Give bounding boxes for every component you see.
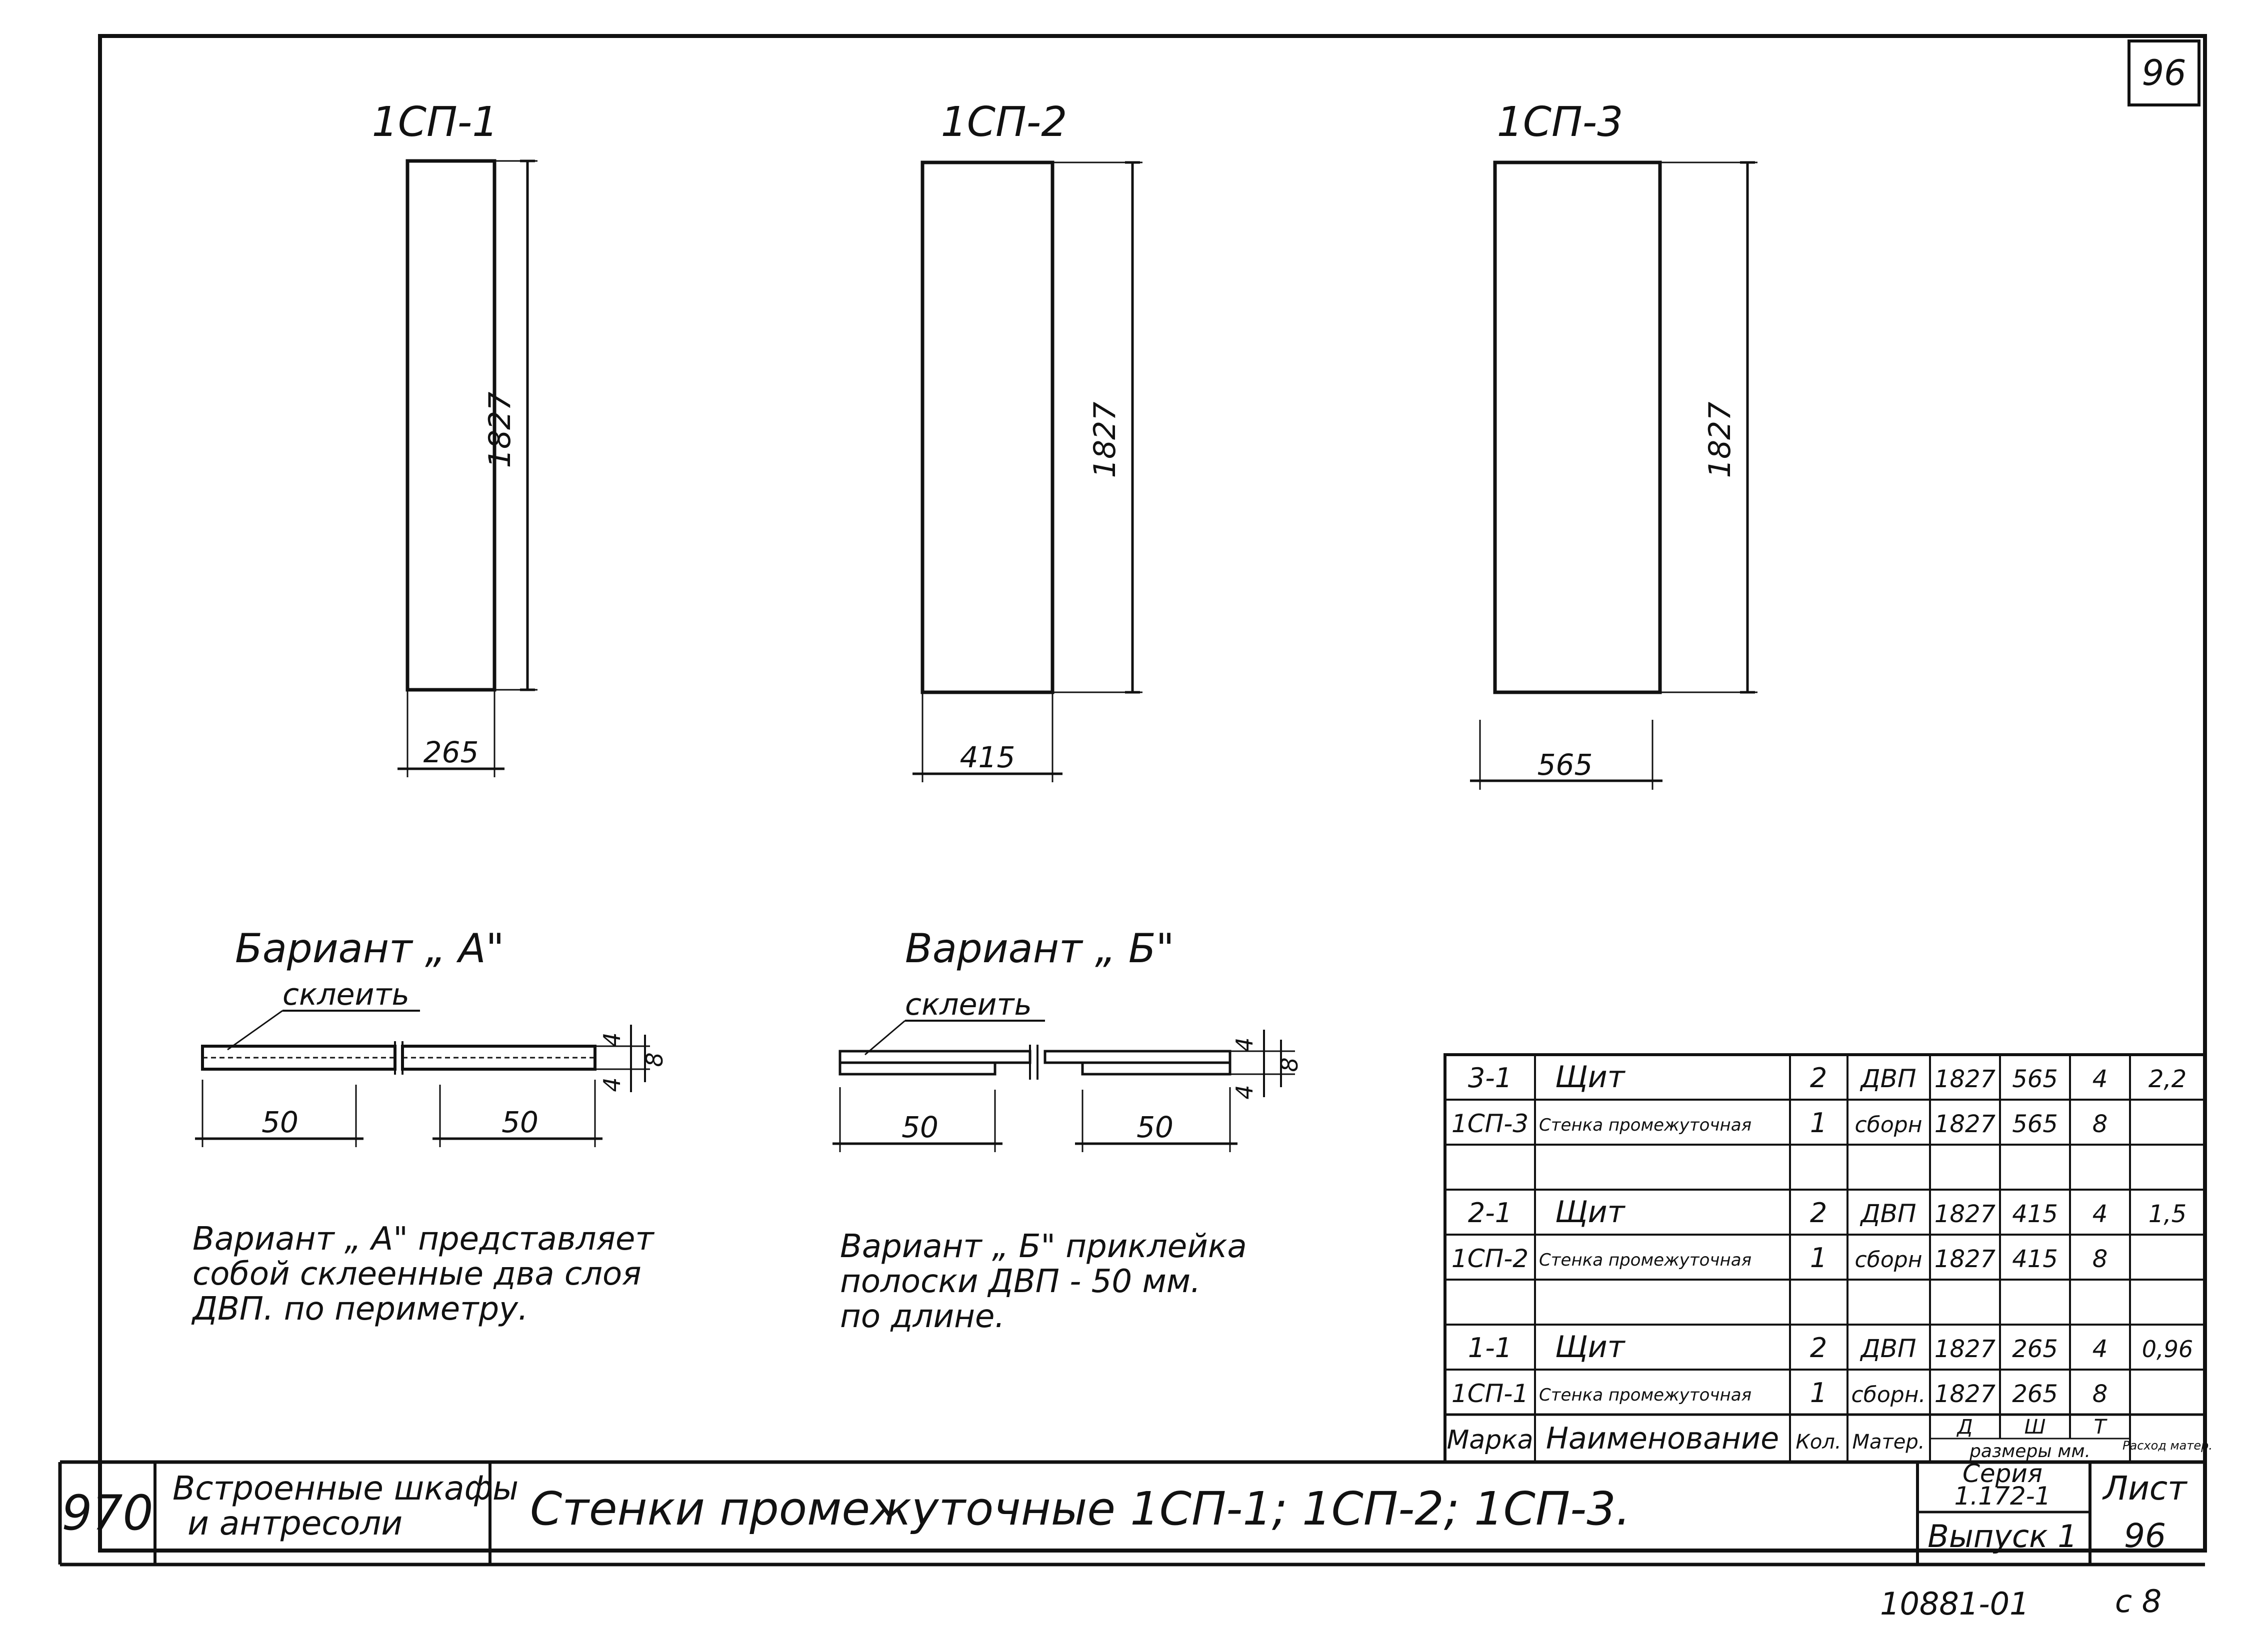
title-block-section-line-2: и антресоли — [188, 1504, 403, 1543]
variant-b-detail — [832, 925, 1303, 1335]
variant-a-note-line-3: ДВП. по периметру. — [192, 1291, 528, 1328]
variant-a-dim-left: 50 — [262, 1105, 298, 1139]
cell-qty: 2 — [1810, 1197, 1828, 1229]
variant-a-note-line-1: Вариант „ А" представляет — [192, 1221, 654, 1258]
header-material: Матер. — [1852, 1431, 1925, 1454]
header-dim-t: Т — [2094, 1416, 2106, 1439]
cell-qty: 1 — [1810, 1242, 1828, 1274]
cell-name: Щит — [1555, 1330, 1625, 1365]
cell-d: 1827 — [1934, 1335, 1996, 1363]
variant-a-dim-right: 50 — [502, 1105, 538, 1139]
panel-height-dim: 1827 — [482, 391, 518, 468]
panel-width-dim: 415 — [960, 740, 1016, 774]
cell-consumption: 2,2 — [2148, 1065, 2187, 1093]
table-row — [1468, 1060, 2186, 1095]
cell-consumption: 1,5 — [2148, 1200, 2187, 1228]
variant-a-total: 8 — [641, 1052, 668, 1067]
cell-sh: 265 — [2012, 1335, 2058, 1363]
variant-b-dim-left: 50 — [902, 1110, 938, 1144]
header-dims-group: размеры мм. — [1970, 1441, 2090, 1462]
variant-b-dim-right: 50 — [1136, 1110, 1174, 1144]
cell-consumption: 0,96 — [2142, 1336, 2194, 1363]
table-row — [1452, 1107, 2108, 1139]
cell-name: Стенка промежуточная — [1539, 1385, 1752, 1405]
table-row — [1452, 1242, 2108, 1274]
cell-material: ДВП — [1860, 1064, 1916, 1093]
cell-mark: 1СП-1 — [1451, 1379, 1529, 1408]
panel-height-dim: 1827 — [1088, 401, 1122, 478]
cell-name: Стенка промежуточная — [1539, 1250, 1752, 1270]
table-row — [1452, 1377, 2108, 1409]
cell-mark: 1-1 — [1468, 1332, 1512, 1364]
footer-code: 10881-01 — [1880, 1586, 2030, 1622]
page-title: Стенки промежуточные 1СП-1; 1СП-2; 1СП-3. — [530, 1482, 1630, 1536]
cell-qty: 1 — [1810, 1377, 1828, 1409]
cell-d: 1827 — [1934, 1200, 1996, 1228]
title-block-code: 970 — [62, 1485, 154, 1541]
sheet-value: 96 — [2124, 1517, 2166, 1555]
variant-b-note-line-3: по длине. — [840, 1298, 1005, 1335]
cell-material: ДВП — [1860, 1334, 1916, 1363]
cell-name: Щит — [1555, 1060, 1625, 1095]
corner-sheet-number-text: 96 — [2142, 52, 2186, 93]
header-mark: Марка — [1446, 1425, 1534, 1455]
variant-b-layer-2: 4 — [1231, 1085, 1258, 1100]
title-block-section-line-1: Встроенные шкафы — [172, 1469, 519, 1508]
series-label: Серия — [1962, 1459, 2042, 1488]
cell-qty: 1 — [1810, 1107, 1828, 1139]
panel-outline — [408, 161, 494, 690]
cell-sh: 265 — [2012, 1380, 2058, 1408]
header-dim-d: Д — [1957, 1416, 1973, 1439]
issue-label: Выпуск 1 — [1928, 1518, 2078, 1555]
header-dim-sh: Ш — [2024, 1416, 2046, 1439]
corner-sheet-number — [2129, 41, 2199, 105]
sheet-label: Лист — [2103, 1469, 2187, 1508]
variant-b-note-line-2: полоски ДВП - 50 мм. — [840, 1263, 1201, 1300]
cell-qty: 2 — [1810, 1062, 1828, 1094]
cell-d: 1827 — [1934, 1110, 1996, 1138]
variant-b-note-line-1: Вариант „ Б" приклейка — [840, 1228, 1247, 1265]
panel-outline — [1495, 162, 1660, 692]
cell-mark: 3-1 — [1468, 1062, 1512, 1094]
variant-a-layer-2: 4 — [598, 1077, 626, 1092]
panel-mark: 1СП-2 — [940, 98, 1068, 146]
cell-t: 4 — [2092, 1335, 2108, 1363]
cell-mark: 1СП-2 — [1451, 1244, 1529, 1273]
cell-material: ДВП — [1860, 1199, 1916, 1228]
variant-b-title: Вариант „ Б" — [905, 925, 1174, 972]
header-qty: Кол. — [1796, 1431, 1842, 1454]
cell-t: 4 — [2092, 1200, 2108, 1228]
cell-name: Стенка промежуточная — [1539, 1115, 1752, 1135]
cell-t: 8 — [2092, 1110, 2108, 1138]
series-value: 1.172-1 — [1954, 1482, 2051, 1511]
cell-d: 1827 — [1934, 1245, 1996, 1273]
panel-mark: 1СП-1 — [372, 98, 498, 146]
panel-1sp2 — [912, 98, 1142, 782]
cell-material: сборн — [1854, 1112, 1922, 1138]
panel-width-dim: 265 — [423, 735, 479, 769]
panel-height-dim: 1827 — [1702, 401, 1738, 478]
variant-a-layer-1: 4 — [598, 1032, 626, 1047]
variant-b-layer-1: 4 — [1231, 1037, 1258, 1052]
header-name: Наименование — [1546, 1421, 1780, 1456]
panel-width-dim: 565 — [1537, 748, 1593, 782]
variant-b-glue-label: склеить — [905, 987, 1032, 1022]
cell-sh: 565 — [2012, 1065, 2058, 1093]
cell-sh: 415 — [2012, 1200, 2058, 1228]
cell-mark: 2-1 — [1468, 1197, 1512, 1229]
variant-a-detail — [191, 925, 668, 1328]
cell-sh: 565 — [2012, 1110, 2058, 1138]
variant-a-note-line-2: собой склеенные два слоя — [192, 1256, 642, 1293]
cell-sh: 415 — [2012, 1245, 2058, 1273]
cell-qty: 2 — [1810, 1332, 1828, 1364]
panel-outline — [922, 162, 1052, 692]
table-row — [1468, 1330, 2193, 1365]
panel-mark: 1СП-3 — [1496, 98, 1624, 146]
variant-a-title: Бариант „ А" — [235, 925, 504, 972]
cell-material: сборн — [1854, 1247, 1922, 1273]
table-row — [1468, 1195, 2186, 1230]
header-consumption: Расход матер. — [2122, 1439, 2212, 1453]
cell-mark: 1СП-3 — [1451, 1109, 1529, 1138]
cell-t: 8 — [2092, 1380, 2108, 1408]
cell-name: Щит — [1555, 1195, 1625, 1230]
panel-1sp3 — [1470, 98, 1758, 790]
cell-t: 8 — [2092, 1245, 2108, 1273]
panel-1sp1 — [372, 98, 538, 777]
cell-d: 1827 — [1934, 1380, 1996, 1408]
cell-t: 4 — [2092, 1065, 2108, 1093]
cell-material: сборн. — [1851, 1382, 1926, 1408]
spec-table — [1445, 1055, 2212, 1462]
cell-d: 1827 — [1934, 1065, 1996, 1093]
footer-mark: с 8 — [2115, 1583, 2162, 1620]
variant-b-total: 8 — [1276, 1057, 1303, 1072]
variant-a-glue-label: склеить — [282, 977, 410, 1012]
